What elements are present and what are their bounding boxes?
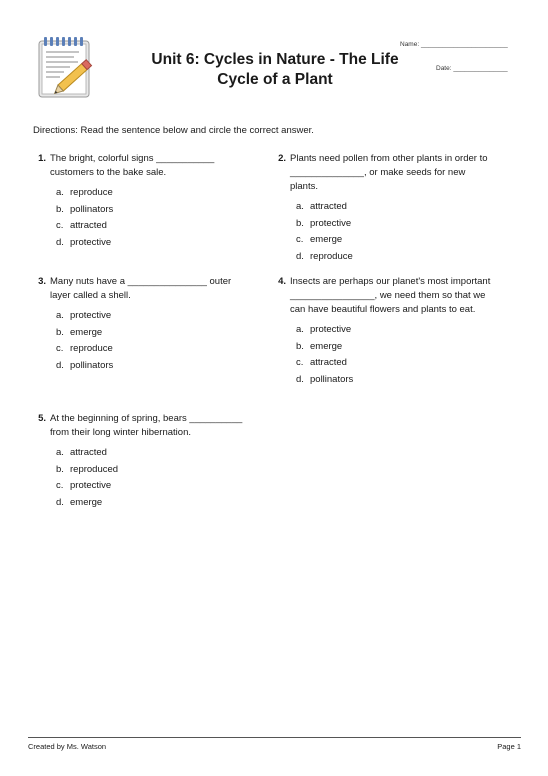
question-number: 1. bbox=[38, 153, 46, 164]
option-text: emerge bbox=[70, 326, 103, 338]
option-letter: c. bbox=[56, 480, 64, 492]
page-number: Page 1 bbox=[497, 742, 521, 751]
option-letter: d. bbox=[56, 360, 64, 372]
option-letter: d. bbox=[56, 497, 64, 509]
answer-option-b[interactable] bbox=[56, 326, 252, 343]
option-letter: b. bbox=[56, 203, 64, 215]
answer-option-c[interactable] bbox=[56, 219, 252, 236]
answer-option-a[interactable] bbox=[296, 323, 492, 340]
option-text: pollinators bbox=[310, 374, 354, 386]
notepad-pencil-icon bbox=[34, 34, 100, 100]
question-number: 3. bbox=[38, 276, 46, 287]
option-letter: b. bbox=[296, 217, 304, 229]
answer-option-d[interactable] bbox=[56, 236, 252, 253]
answer-option-c[interactable] bbox=[296, 233, 492, 250]
option-letter: c. bbox=[56, 220, 64, 232]
option-text: pollinators bbox=[70, 360, 114, 372]
answer-option-b[interactable] bbox=[56, 203, 252, 220]
option-letter: a. bbox=[56, 310, 64, 321]
option-text: reproduce bbox=[70, 187, 113, 198]
answer-options bbox=[270, 323, 492, 390]
footer-divider bbox=[28, 737, 521, 738]
option-text: emerge bbox=[310, 340, 343, 352]
option-text: attracted bbox=[310, 357, 347, 369]
answer-option-a[interactable] bbox=[56, 309, 252, 326]
option-text: protective bbox=[310, 324, 352, 335]
question-text: The bright, colorful signs ___________ customers to the bake sale. bbox=[50, 153, 215, 178]
answer-option-a[interactable] bbox=[56, 186, 252, 203]
question-3 bbox=[30, 275, 252, 376]
option-letter: b. bbox=[56, 463, 64, 475]
option-letter: b. bbox=[56, 326, 64, 338]
question-number: 2. bbox=[278, 153, 286, 164]
answer-option-c[interactable] bbox=[296, 356, 492, 373]
answer-options bbox=[270, 200, 492, 267]
question-text: Insects are perhaps our planet's most important ________________, we need them so that we can have beautiful flowers and plants to eat. bbox=[290, 276, 491, 315]
option-text: protective bbox=[70, 480, 112, 492]
option-text: reproduced bbox=[70, 463, 119, 475]
date-field[interactable]: Date: _______________ bbox=[436, 65, 508, 72]
answer-option-b[interactable] bbox=[296, 340, 492, 357]
question-text: Plants need pollen from other plants in order to ______________, or make seeds for new plants. bbox=[290, 153, 488, 192]
answer-option-a[interactable] bbox=[56, 446, 252, 463]
option-letter: c. bbox=[296, 234, 304, 246]
option-text: reproduce bbox=[310, 251, 353, 263]
question-5 bbox=[30, 412, 252, 513]
answer-option-d[interactable] bbox=[56, 359, 252, 376]
question-text: Many nuts have a _______________ outer layer called a shell. bbox=[50, 276, 232, 301]
footer-author: Created by Ms. Watson bbox=[28, 742, 107, 751]
question-number: 4. bbox=[278, 276, 286, 287]
option-text: reproduce bbox=[70, 343, 113, 355]
option-letter: b. bbox=[296, 340, 304, 352]
answer-option-c[interactable] bbox=[56, 479, 252, 496]
option-letter: d. bbox=[296, 251, 304, 263]
question-1 bbox=[30, 152, 252, 253]
answer-option-d[interactable] bbox=[296, 250, 492, 267]
option-text: protective bbox=[310, 217, 352, 229]
option-text: emerge bbox=[70, 497, 103, 509]
option-letter: c. bbox=[296, 357, 304, 369]
name-field[interactable]: Name: ________________________ bbox=[400, 41, 508, 48]
option-text: attracted bbox=[310, 201, 347, 212]
option-text: pollinators bbox=[70, 203, 114, 215]
answer-option-b[interactable] bbox=[56, 463, 252, 480]
option-letter: a. bbox=[56, 187, 64, 198]
option-text: protective bbox=[70, 310, 112, 321]
answer-options bbox=[30, 309, 252, 376]
option-letter: d. bbox=[296, 374, 304, 386]
answer-options bbox=[30, 446, 252, 513]
directions-text: Directions: Read the sentence below and circle the correct answer. bbox=[33, 125, 314, 136]
option-text: attracted bbox=[70, 220, 107, 232]
question-2 bbox=[270, 152, 492, 267]
option-text: attracted bbox=[70, 447, 107, 458]
answer-option-d[interactable] bbox=[56, 496, 252, 513]
option-letter: a. bbox=[56, 447, 64, 458]
answer-option-b[interactable] bbox=[296, 217, 492, 234]
option-text: emerge bbox=[310, 234, 343, 246]
question-4 bbox=[270, 275, 492, 390]
question-number: 5. bbox=[38, 413, 46, 424]
option-letter: a. bbox=[296, 324, 304, 335]
option-letter: c. bbox=[56, 343, 64, 355]
answer-options bbox=[30, 186, 252, 253]
answer-option-d[interactable] bbox=[296, 373, 492, 390]
question-text: At the beginning of spring, bears __________ from their long winter hibernation. bbox=[50, 413, 243, 438]
option-text: protective bbox=[70, 237, 112, 249]
option-letter: d. bbox=[56, 237, 64, 249]
worksheet-title: Unit 6: Cycles in Nature - The Life Cycle of a Plant bbox=[151, 51, 399, 88]
answer-option-a[interactable] bbox=[296, 200, 492, 217]
answer-option-c[interactable] bbox=[56, 342, 252, 359]
option-letter: a. bbox=[296, 201, 304, 212]
